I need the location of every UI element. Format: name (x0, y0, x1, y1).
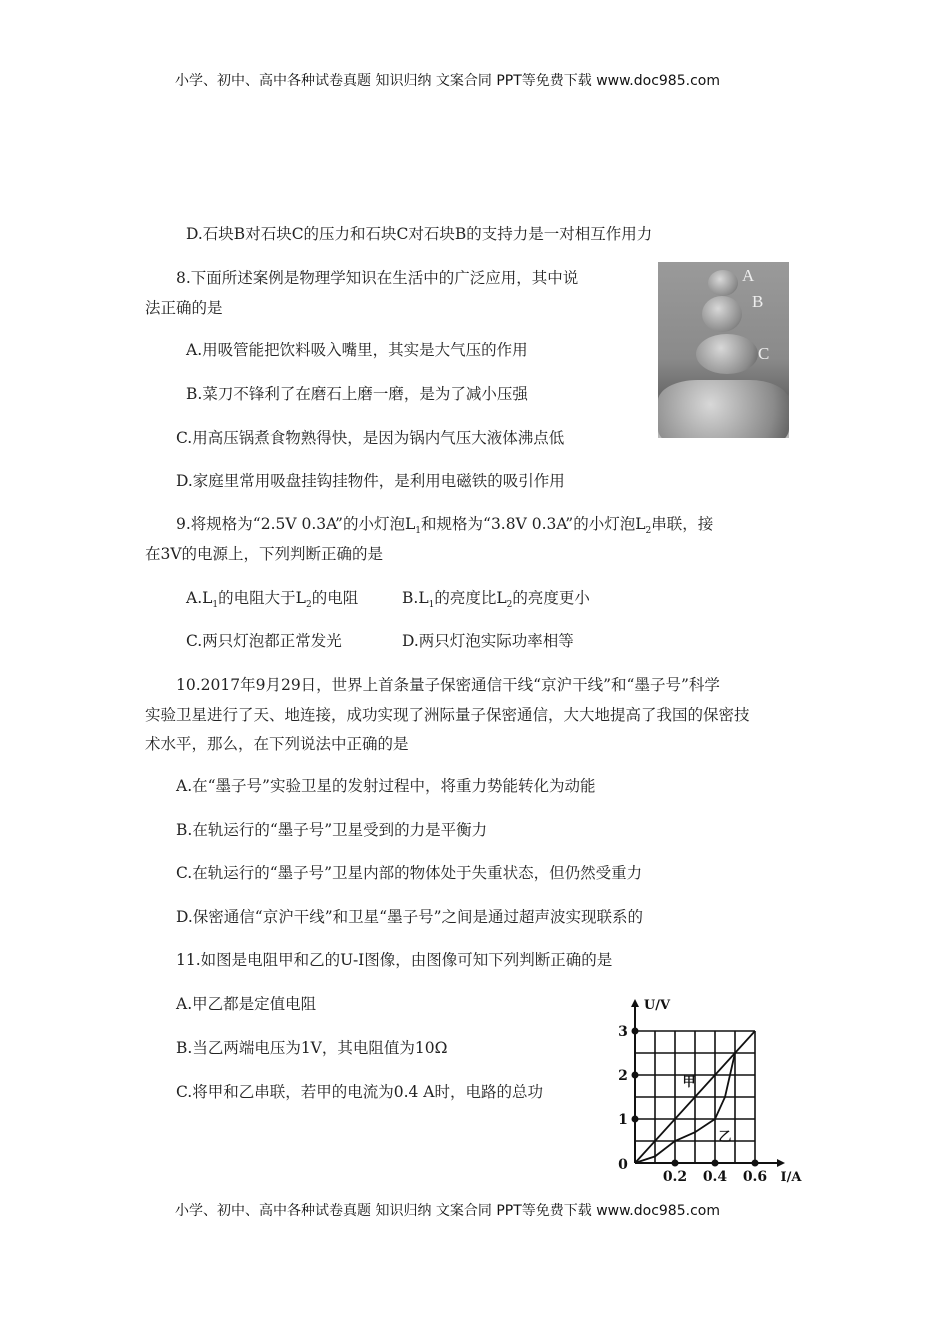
q8-option-d: D.家庭里常用吸盘挂钩挂物件，是利用电磁铁的吸引作用 (176, 472, 565, 490)
q8-option-c: C.用高压锅煮食物熟得快，是因为锅内气压大液体沸点低 (176, 429, 565, 447)
q11-option-c: C.将甲和乙串联，若甲的电流为0.4 A时，电路的总功 (176, 1083, 544, 1101)
page-footer: 小学、初中、高中各种试卷真题 知识归纳 文案合同 PPT等免费下载 www.doc985.com (175, 1203, 720, 1219)
y-tick-dot (632, 1028, 639, 1035)
q9-option-c: C.两只灯泡都正常发光 (186, 632, 342, 650)
q9-option-b: $B.L_1$的亮度比$L_2$的亮度更小 (402, 589, 590, 611)
x-axis-label: I/A (780, 1170, 802, 1185)
q9-stem-cont: 在3V的电源上，下列判断正确的是 (145, 545, 384, 563)
x-tick-dot (752, 1160, 759, 1167)
y-axis-arrow (631, 999, 639, 1007)
stacked-rocks-photo (658, 262, 789, 438)
q8-option-b: B.菜刀不锋利了在磨石上磨一磨，是为了减小压强 (186, 385, 528, 403)
q10-option-b: B.在轨运行的“墨子号”卫星受到的力是平衡力 (176, 821, 488, 839)
x-tick-label: 0.2 (662, 1169, 688, 1185)
y-tick-dot (632, 1116, 639, 1123)
q10-stem-3: 术水平，那么，在下列说法中正确的是 (145, 735, 409, 753)
y-tick-label: 3 (618, 1024, 628, 1040)
x-axis-arrow (777, 1159, 785, 1167)
y-tick-label: 2 (618, 1068, 628, 1084)
q10-option-d: D.保密通信“京沪干线”和卫星“墨子号”之间是通过超声波实现联系的 (176, 908, 644, 926)
x-tick-label: 0.4 (702, 1169, 728, 1185)
q10-stem: 10.2017年9月29日，世界上首条量子保密通信干线“京沪干线”和“墨子号”科学 (176, 676, 720, 694)
q9-option-d: D.两只灯泡实际功率相等 (402, 632, 574, 650)
x-tick-dot (672, 1160, 679, 1167)
label-c: C (758, 344, 770, 363)
y-tick-dot (632, 1072, 639, 1079)
label-a: A (742, 266, 755, 285)
series-label-yi: 乙 (718, 1130, 732, 1145)
x-tick-label: 0.6 (742, 1169, 768, 1185)
x-tick-dot (712, 1160, 719, 1167)
q7-option-d: D.石块B对石块C的压力和石块C对石块B的支持力是一对相互作用力 (186, 225, 653, 243)
q8-stem: 8.下面所述案例是物理学知识在生活中的广泛应用，其中说 (176, 269, 579, 287)
q11-option-b: B.当乙两端电压为1V，其电阻值为10Ω (176, 1039, 448, 1057)
y-tick-label: 1 (618, 1112, 628, 1128)
series-label-jia: 甲 (682, 1075, 696, 1090)
q9-stem: 9.将规格为“2.5V 0.3A”的小灯泡$L_1$和规格为“3.8V 0.3A”的小灯泡$L_2$串联，接 (176, 515, 714, 537)
q11-option-a: A.甲乙都是定值电阻 (176, 995, 317, 1013)
label-b: B (752, 292, 764, 311)
u-i-graph (605, 995, 815, 1185)
q9-option-a: $A.L_1$的电阻大于$L_2$的电阻 (186, 589, 359, 611)
q8-stem-cont: 法正确的是 (145, 299, 223, 317)
q10-option-c: C.在轨运行的“墨子号”卫星内部的物体处于失重状态，但仍然受重力 (176, 864, 643, 882)
q10-stem-2: 实验卫星进行了天、地连接，成功实现了洲际量子保密通信，大大地提高了我国的保密技 (145, 706, 750, 724)
q8-option-a: A.用吸管能把饮料吸入嘴里，其实是大气压的作用 (186, 341, 528, 359)
q10-option-a: A.在“墨子号”实验卫星的发射过程中，将重力势能转化为动能 (176, 777, 596, 795)
q11-stem: 11.如图是电阻甲和乙的U-I图像，由图像可知下列判断正确的是 (176, 951, 613, 969)
origin-label: 0 (618, 1157, 628, 1173)
page-header: 小学、初中、高中各种试卷真题 知识归纳 文案合同 PPT等免费下载 www.doc985.com (175, 73, 720, 89)
y-axis-label: U/V (643, 998, 671, 1013)
